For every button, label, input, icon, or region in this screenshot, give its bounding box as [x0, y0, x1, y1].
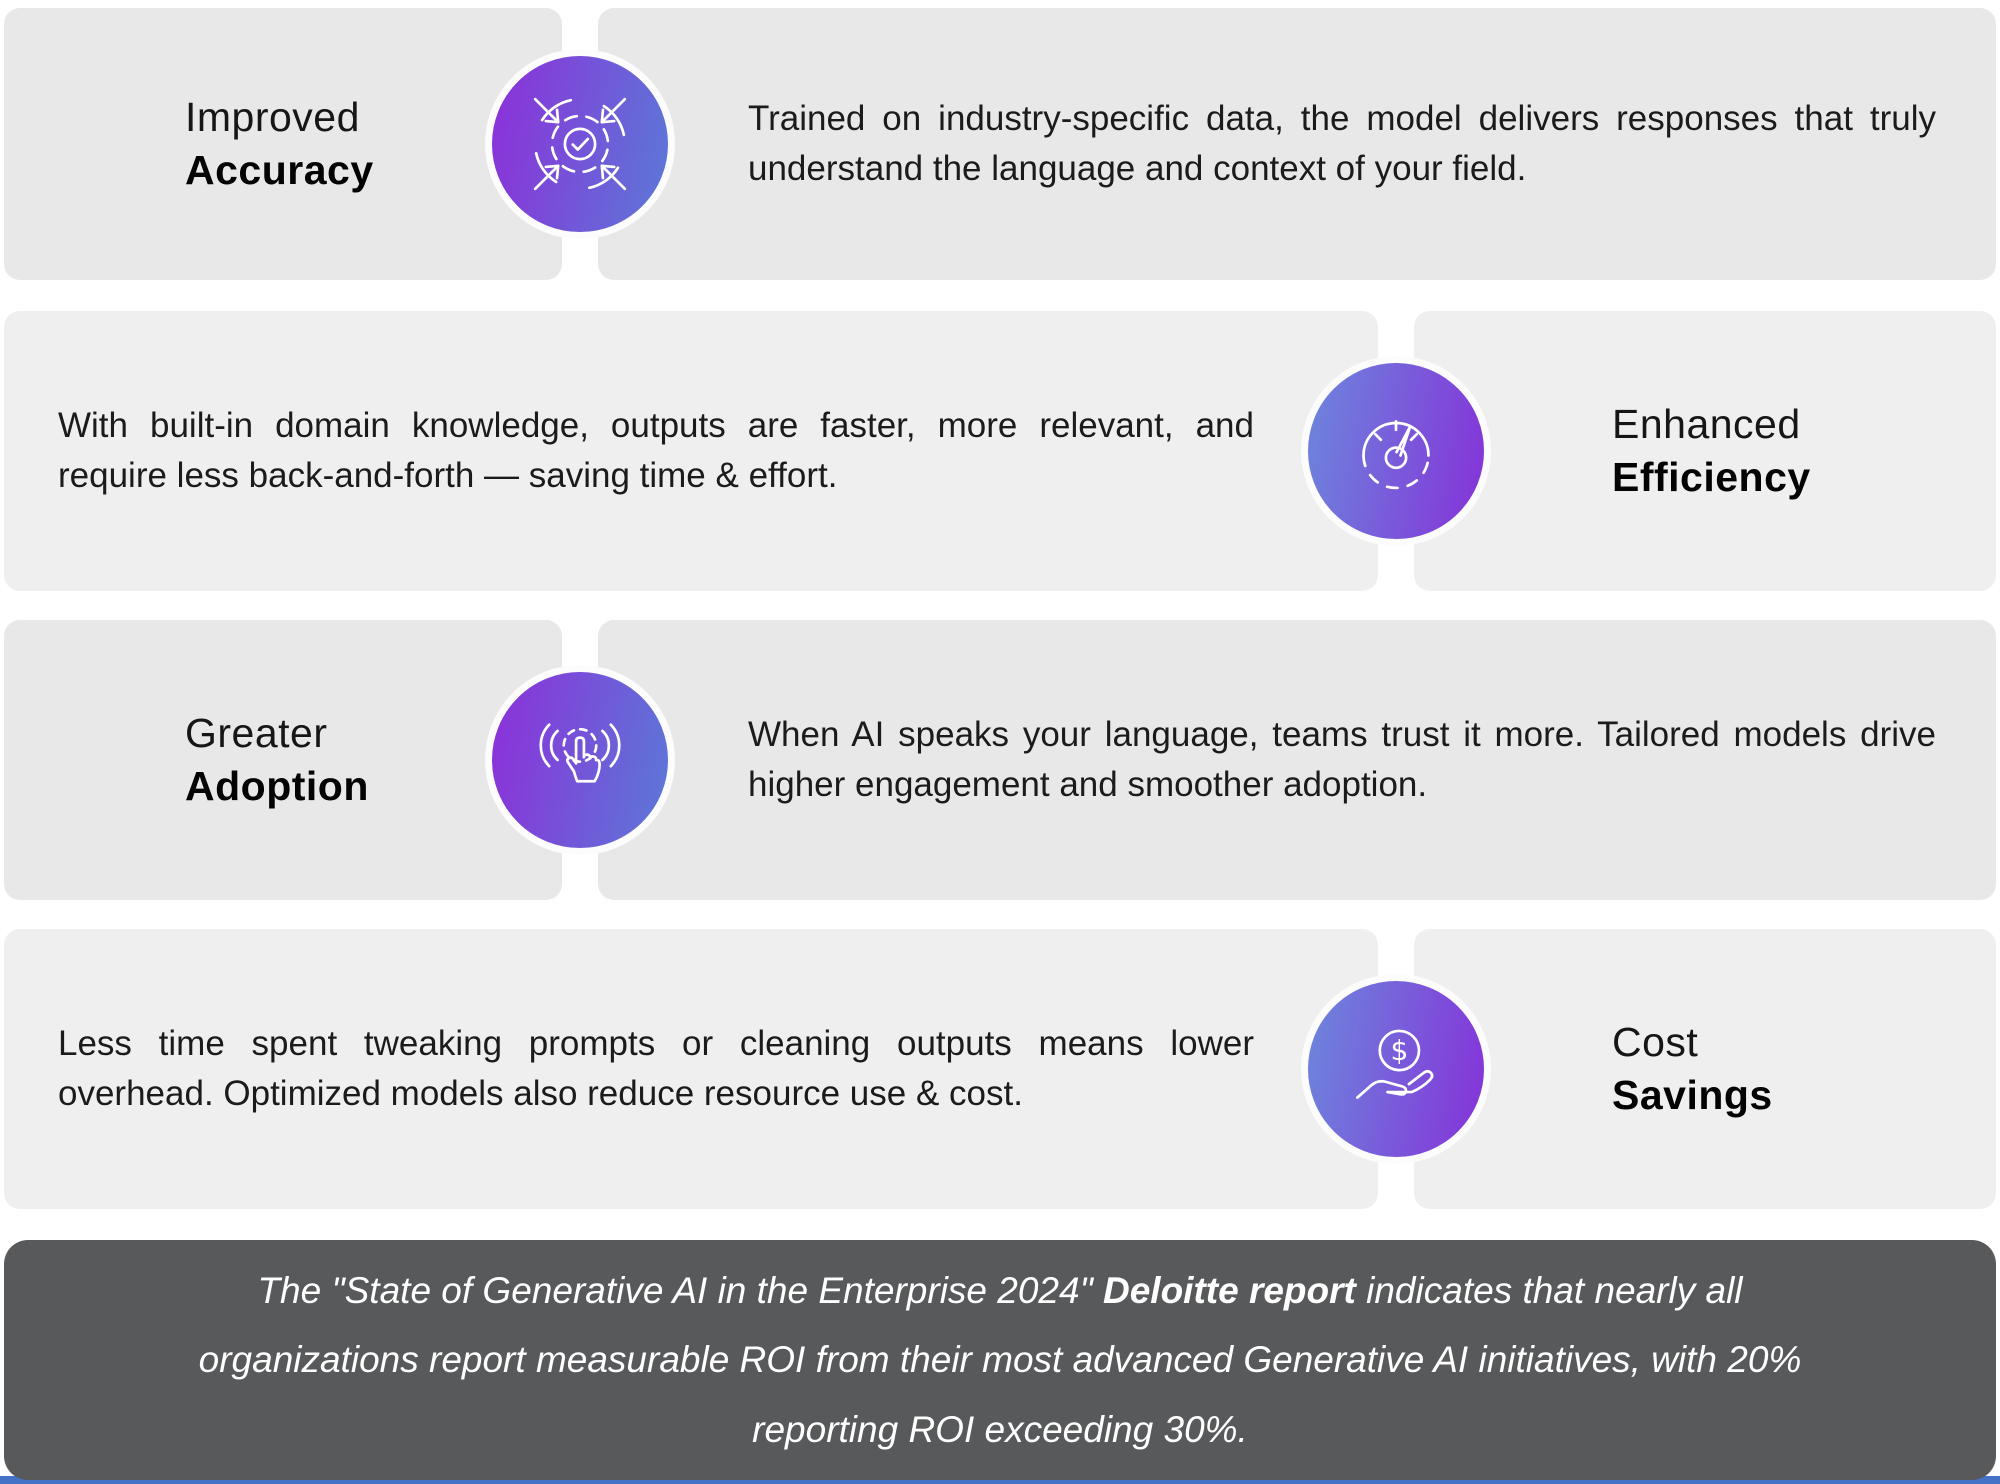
title-line2: Savings	[1612, 1072, 1773, 1118]
card-desc-efficiency	[4, 311, 1378, 591]
title-line1: Enhanced	[1612, 400, 1801, 447]
benefit-description-efficiency: With built-in domain knowledge, outputs are faster, more relevant, and require less back-and-forth — saving time & effort.	[58, 405, 1254, 495]
benefit-description-accuracy: Trained on industry-specific data, the model delivers responses that truly understand the language and context of your field.	[748, 98, 1936, 188]
card-title-accuracy	[4, 8, 562, 280]
benefit-title-cost	[1414, 1016, 1996, 1123]
dollar-glyph: $	[1390, 1034, 1409, 1068]
adoption-click-gear-icon	[485, 665, 675, 855]
benefit-description-cost: Less time spent tweaking prompts or cleaning outputs means lower overhead. Optimized models also reduce resource use & cost.	[58, 1023, 1254, 1113]
card-title-efficiency	[1414, 311, 1996, 591]
card-desc-adoption	[598, 620, 1996, 900]
card-desc-cost	[4, 929, 1378, 1209]
efficiency-gauge-gear-icon	[1301, 356, 1491, 546]
title-line1: Improved	[185, 93, 360, 140]
card-desc-accuracy	[598, 8, 1996, 280]
benefit-title-efficiency	[1414, 398, 1996, 505]
title-line2: Accuracy	[185, 147, 374, 193]
benefit-title-adoption	[4, 707, 562, 814]
footer-quote-bold: Deloitte report	[1103, 1269, 1356, 1311]
footer-quote	[4, 1256, 1996, 1465]
card-title-cost	[1414, 929, 1996, 1209]
title-line2: Adoption	[185, 763, 369, 809]
benefit-description-adoption: When AI speaks your language, teams trust it more. Tailored models drive higher engagement and smoother adoption.	[748, 714, 1936, 804]
footer-quote-bar	[4, 1240, 1996, 1480]
footer-quote-after: indicates that nearly all organizations report measurable ROI from their most advanced Generative AI initiatives, with 20% reporting ROI exceeding 30%.	[198, 1269, 1802, 1450]
title-line1: Cost	[1612, 1018, 1699, 1065]
title-line2: Efficiency	[1612, 454, 1811, 500]
card-title-adoption	[4, 620, 562, 900]
benefit-title-accuracy	[4, 91, 562, 198]
cost-savings-hand-dollar-icon	[1301, 974, 1491, 1164]
title-line1: Greater	[185, 709, 328, 756]
footer-quote-before: The "State of Generative AI in the Enterprise 2024"	[257, 1269, 1103, 1311]
accuracy-target-icon	[485, 49, 675, 239]
